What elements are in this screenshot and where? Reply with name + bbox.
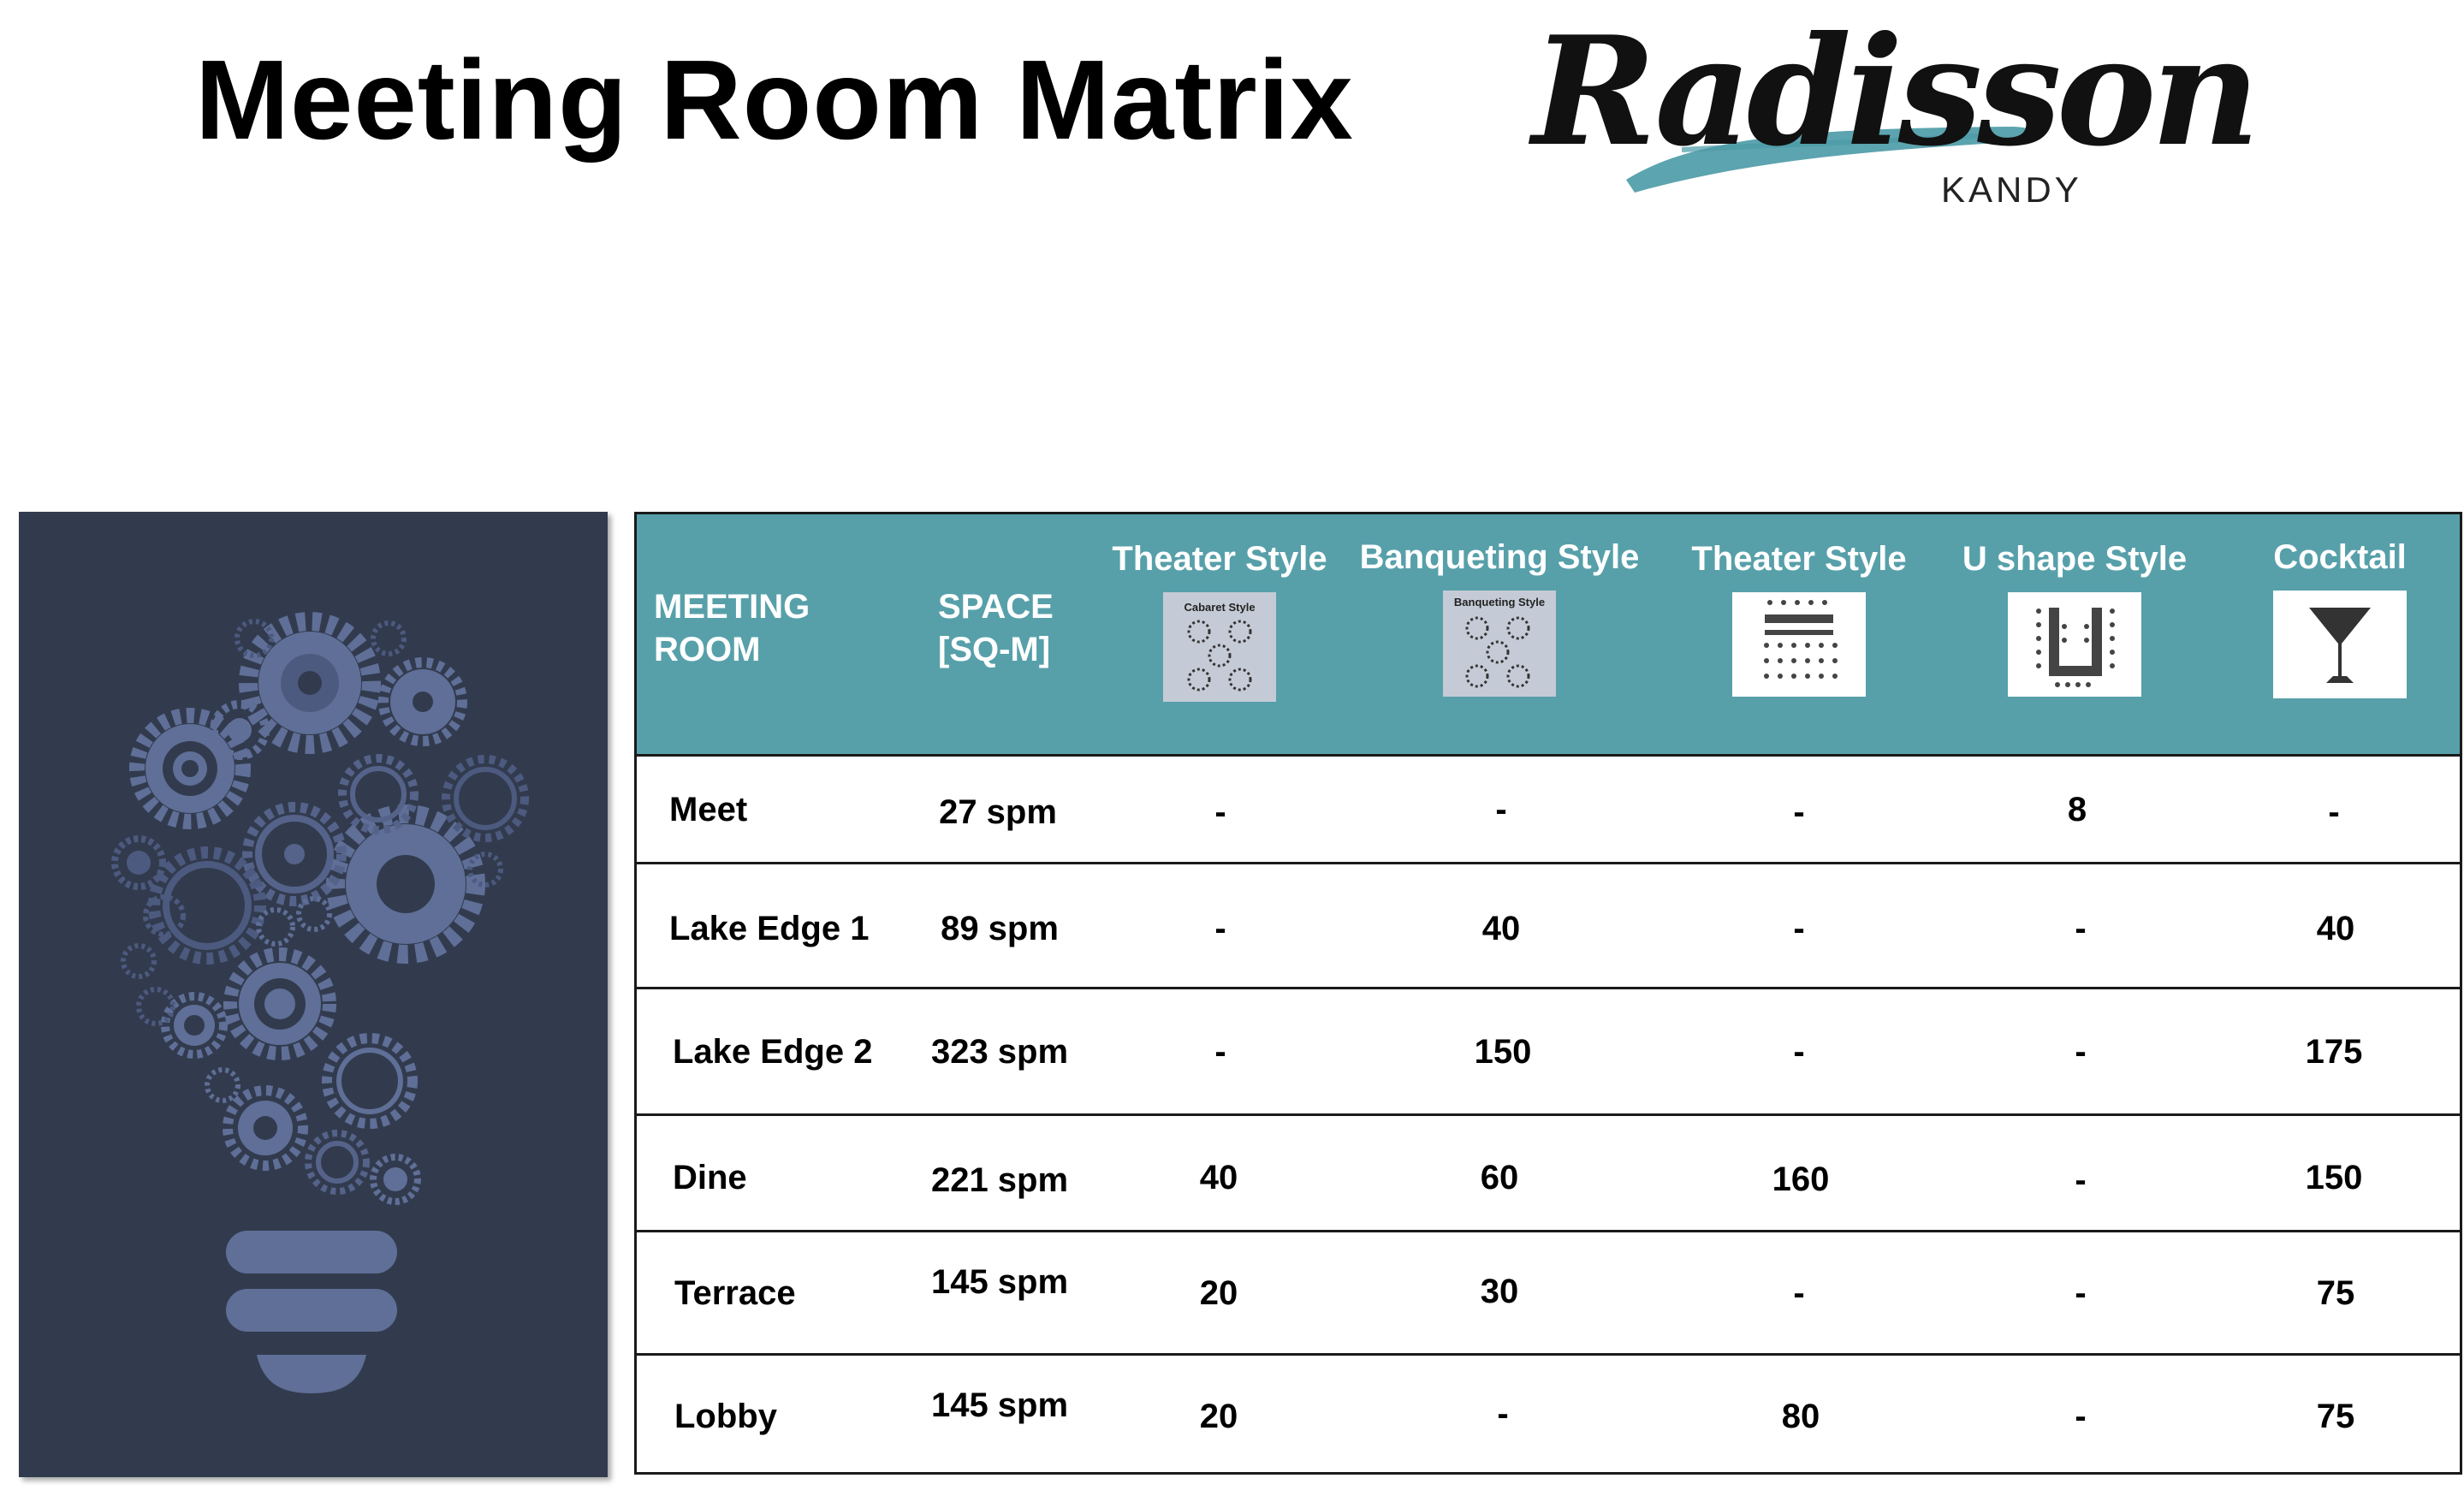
table-header xyxy=(637,514,2460,754)
row-room: Terrace xyxy=(674,1274,796,1312)
row-space: 27 spm xyxy=(939,793,1057,831)
lightbulb-gears-icon xyxy=(19,512,608,1477)
row-value-theater-2: - xyxy=(1793,1274,1805,1312)
row-space: 145 spm xyxy=(930,1263,1069,1301)
row-value-banquet: 150 xyxy=(1474,1033,1532,1071)
header-style-5 xyxy=(2220,538,2460,698)
table-row xyxy=(637,987,2460,1113)
row-space: 221 spm xyxy=(930,1161,1069,1199)
cabaret-layout-icon xyxy=(1163,592,1276,702)
row-value-banquet: 30 xyxy=(1480,1273,1519,1310)
cabaret-thumb-caption: Cabaret Style xyxy=(1184,601,1256,614)
header-style-4 xyxy=(1946,540,2203,697)
row-room: Meet xyxy=(669,791,748,828)
row-space: 323 spm xyxy=(930,1033,1069,1071)
row-value-banquet: - xyxy=(1495,791,1507,828)
header-style-3 xyxy=(1677,540,1921,697)
row-value-cocktail: - xyxy=(2328,793,2340,831)
table-row xyxy=(637,1113,2460,1230)
row-value-theater: - xyxy=(1214,910,1226,947)
row-room: Lobby xyxy=(674,1398,777,1435)
theater-layout-icon xyxy=(1732,592,1866,697)
header-space-line1: SPACE xyxy=(938,588,1054,626)
logo-location: KANDY xyxy=(1941,169,2082,210)
meeting-room-matrix-table xyxy=(634,512,2462,1475)
row-value-cocktail: 75 xyxy=(2316,1398,2355,1435)
banquet-thumb-caption: Banqueting Style xyxy=(1453,596,1546,609)
page-title: Meeting Room Matrix xyxy=(195,37,1354,163)
row-value-u-shape: - xyxy=(2075,910,2087,947)
row-value-theater-2: - xyxy=(1793,910,1805,947)
row-value-cocktail: 75 xyxy=(2316,1274,2355,1312)
row-value-theater-2: - xyxy=(1793,1033,1805,1071)
row-value-banquet: 40 xyxy=(1481,910,1521,947)
header-style-4-label: U shape Style xyxy=(1962,540,2188,578)
row-value-banquet: - xyxy=(1497,1395,1509,1433)
header-style-3-label: Theater Style xyxy=(1691,540,1907,578)
row-room: Lake Edge 1 xyxy=(669,910,870,947)
row-room: Lake Edge 2 xyxy=(673,1033,873,1071)
header-meeting-room-line2: ROOM xyxy=(654,631,761,668)
header-style-2-label: Banqueting Style xyxy=(1359,538,1640,576)
header-meeting-room-line1: MEETING xyxy=(654,588,810,626)
row-room: Dine xyxy=(673,1159,747,1196)
header-style-1-label: Theater Style xyxy=(1112,540,1327,578)
row-value-theater: - xyxy=(1214,1033,1226,1071)
row-value-theater: 40 xyxy=(1199,1159,1238,1196)
header-space-line2: [SQ-M] xyxy=(938,631,1051,668)
row-value-u-shape: 8 xyxy=(2067,791,2087,828)
row-value-theater-2: 80 xyxy=(1781,1398,1820,1435)
row-value-theater-2: - xyxy=(1793,793,1805,831)
svg-text:Radisson: Radisson xyxy=(1532,4,2255,180)
row-value-u-shape: - xyxy=(2075,1274,2087,1312)
cocktail-glass-icon xyxy=(2273,591,2407,698)
row-value-cocktail: 150 xyxy=(2305,1159,2363,1196)
header-meeting-room xyxy=(654,585,810,671)
u-shape-layout-icon xyxy=(2008,592,2141,697)
row-value-cocktail: 40 xyxy=(2316,910,2355,947)
row-value-u-shape: - xyxy=(2075,1398,2087,1435)
table-row xyxy=(637,1353,2460,1475)
row-value-cocktail: 175 xyxy=(2305,1033,2363,1071)
banquet-layout-icon xyxy=(1443,591,1556,697)
row-value-theater-2: 160 xyxy=(1772,1161,1830,1198)
table-row xyxy=(637,862,2460,987)
row-value-theater: - xyxy=(1214,793,1226,831)
header-style-5-label: Cocktail xyxy=(2273,538,2407,576)
table-row xyxy=(637,1230,2460,1353)
header-space xyxy=(938,585,1054,671)
row-value-theater: 20 xyxy=(1199,1398,1238,1435)
table-row xyxy=(637,754,2460,874)
header-style-2 xyxy=(1340,538,1659,697)
row-value-banquet: 60 xyxy=(1480,1159,1519,1196)
header-style-1 xyxy=(1106,540,1333,702)
row-value-u-shape: - xyxy=(2075,1161,2087,1199)
lightbulb-gears-panel xyxy=(19,512,608,1477)
row-value-u-shape: - xyxy=(2075,1033,2087,1071)
row-space: 89 spm xyxy=(941,910,1059,947)
row-value-theater: 20 xyxy=(1199,1274,1238,1312)
row-space: 145 spm xyxy=(930,1386,1069,1424)
